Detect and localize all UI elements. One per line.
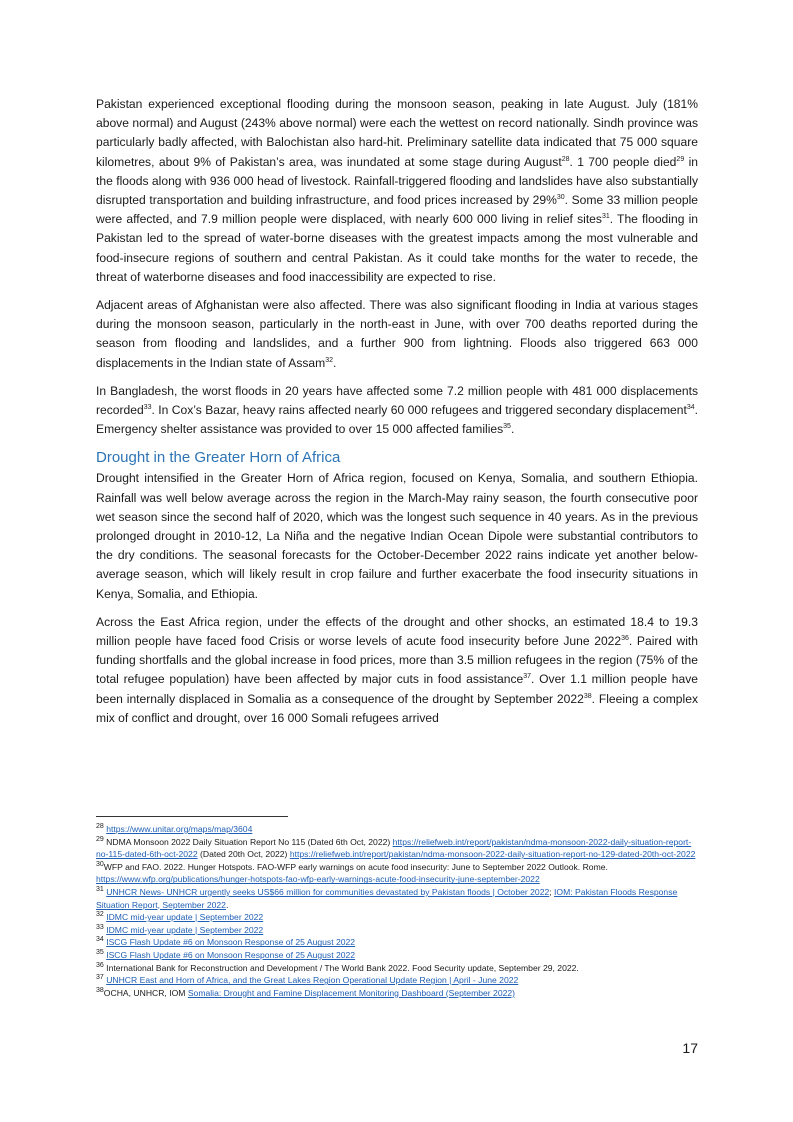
- footnote-link[interactable]: Somalia: Drought and Famine Displacement Monitoring Dashboard (September 2022): [187, 987, 516, 998]
- footnote-link[interactable]: IOM: Pakistan Floods Response Situation Report, September 2022: [96, 886, 678, 910]
- footnote-link[interactable]: IDMC mid-year update | September 2022: [106, 924, 264, 935]
- footnote-35: $^{35}$ ISCG Flash Update #6 on Monsoon Response of 25 August 2022: [96, 949, 356, 960]
- footnote-ref-28[interactable]: 28: [561, 155, 570, 163]
- footnote-link[interactable]: ISCG Flash Update #6 on Monsoon Response of 25 August 2022: [106, 937, 356, 948]
- page-number: 17: [682, 1040, 698, 1056]
- footnote-ref-37[interactable]: 37: [523, 673, 532, 681]
- footnote-36: $^{36}$ International Bank for Reconstruction and Development / The World Bank 2022. Food Security update, September 29, 2022.: [96, 961, 579, 973]
- footnote-31: $^{31}$ UNHCR News- UNHCR urgently seeks US$66 million for communities devastated by Pakistan floods | October 2022; IOM: Pakistan Floods Response Situation Report, September 2022.: [96, 886, 678, 910]
- footnote-ref-31[interactable]: 31: [601, 213, 610, 221]
- footnote-link[interactable]: UNHCR News- UNHCR urgently seeks US$66 million for communities devastated by Pakistan floods | October 2022: [106, 886, 550, 897]
- footnotes: [96, 816, 698, 999]
- footnote-link[interactable]: https://www.unitar.org/maps/map/3604: [106, 824, 253, 834]
- footnote-link[interactable]: ISCG Flash Update #6 on Monsoon Response of 25 August 2022: [106, 949, 356, 960]
- drought-paragraph: Drought intensified in the Greater Horn of Africa region, focused on Kenya, Somalia, and southern Ethiopia. Rainfall was well below average across the region in the March-May rainy season, the fourth consecutive poor wet season since the second half of 2020, which was the longest such sequence in 40 years. As in the previous prolonged drought in 2010-12, La Niña and the negative Indian Ocean Dipole were substantial contributors to the dry conditions. The seasonal forecasts for the October-December 2022 rains indicate yet another below-average season, which will likely result in crop failure and further exacerbate the food insecurity situations in Kenya, Somalia, and Ethiopia.: [96, 471, 698, 601]
- footnote-ref-32[interactable]: 32: [325, 356, 334, 364]
- footnote-link[interactable]: IDMC mid-year update | September 2022: [106, 912, 264, 923]
- east-africa-paragraph: Across the East Africa region, under the effects of the drought and other shocks, an estimated 18.4 to 19.3 million people have faced food Crisis or worse levels of acute food insecurity before June 2022$^{36}$. Paired with funding shortfalls and the global increase in food prices, more than 3.5 million refugees in the region (75% of the total refugee population) have been affected by major cuts in food assistance$^{37}$. Over 1.1 million people have been internally displaced in Somalia as a consequence of the drought by September 2022$^{38}$. Fleeing a complex mix of conflict and drought, over 16 000 Somali refugees arrived: [96, 614, 698, 725]
- footnote-ref-36[interactable]: 36: [621, 635, 629, 643]
- footnote-34: $^{34}$ ISCG Flash Update #6 on Monsoon Response of 25 August 2022: [96, 936, 356, 948]
- footnote-ref-29[interactable]: 29: [676, 155, 685, 163]
- footnote-link[interactable]: UNHCR East and Horn of Africa, and the Great Lakes Region Operational Update Region | April - June 2022: [106, 975, 519, 986]
- footnote-separator: [96, 816, 288, 817]
- footnote-ref-30[interactable]: 30: [556, 193, 565, 201]
- main-content: [96, 95, 698, 737]
- footnote-link[interactable]: https://www.wfp.org/publications/hunger-hotspots-fao-wfp-early-warnings-acute-food-insecurity-june-september-2022: [96, 874, 540, 885]
- footnote-ref-34[interactable]: 34: [686, 404, 695, 412]
- footnote-ref-38[interactable]: 38: [583, 692, 592, 700]
- footnote-30: $^{30}$WFP and FAO. 2022. Hunger Hotspots. FAO-WFP early warnings on acute food insecurity: June to September 2022 Outlook. Rome. https://www.wfp.org/publications/hunger-hotspots-fao-wfp-early-warnings-acute-food-insecurity-june-september-2022: [96, 860, 608, 885]
- section-heading: Drought in the Greater Horn of Africa: [96, 449, 341, 467]
- footnote-38: $^{38}$OCHA, UNHCR, IOM Somalia: Drought and Famine Displacement Monitoring Dashboard (September 2022): [96, 986, 516, 998]
- footnote-33: $^{33}$ IDMC mid-year update | September 2022: [96, 923, 264, 935]
- pakistan-paragraph: Pakistan experienced exceptional flooding during the monsoon season, peaking in late August. July (181% above normal) and August (243% above normal) were each the wettest on record nationally. Sindh province was particularly badly affected, with Balochistan also hard-hit. Preliminary satellite data indicated that 75 000 square kilometres, about 9% of Pakistan’s area, was inundated at some stage during August$^{28}$. 1 700 people died$^{29}$ in the floods along with 936 000 head of livestock. Rainfall-triggered flooding and landslides have also substantially disrupted transportation and building infrastructure, and food prices increased by 29%$^{30}$. Some 33 million people were affected, and 7.9 million people were displaced, with nearly 600 000 living in relief sites$^{31}$. The flooding in Pakistan led to the spread of water-borne diseases with the greatest impacts among the most vulnerable and food-insecure regions of southern and central Pakistan. As it could take months for the water to recede, the threat of waterborne diseases and food inaccessibility are expected to rise.: [96, 97, 699, 284]
- footnote-link[interactable]: https://reliefweb.int/report/pakistan/ndma-monsoon-2022-daily-situation-report-no-129-dated-20th-oct-2022: [289, 849, 696, 860]
- bangladesh-paragraph: In Bangladesh, the worst floods in 20 years have affected some 7.2 million people with 481 000 displacements recorded$^{33}$. In Cox’s Bazar, heavy rains affected nearly 60 000 refugees and triggered secondary displacement$^{34}$. Emergency shelter assistance was provided to over 15 000 affected families$^{35}$.: [96, 383, 698, 437]
- footnote-ref-35[interactable]: 35: [503, 423, 511, 431]
- footnote-28: $^{28}$ https://www.unitar.org/maps/map/3604: [96, 823, 253, 834]
- footnote-29: $^{29}$ NDMA Monsoon 2022 Daily Situation Report No 115 (Dated 6th Oct, 2022) https://reliefweb.int/report/pakistan/ndma-monsoon-2022-daily-situation-report-no-115-dated-6th-oct-2022 (Dated 20th Oct, 2022) https://reliefweb.int/report/pakistan/ndma-monsoon-2022-daily-situation-report-no-129-dated-20th-oct-2022: [96, 835, 696, 860]
- footnote-link[interactable]: https://reliefweb.int/report/pakistan/ndma-monsoon-2022-daily-situation-report-no-115-dated-6th-oct-2022: [96, 836, 692, 860]
- footnote-37: $^{37}$ UNHCR East and Horn of Africa, and the Great Lakes Region Operational Update Region | April - June 2022: [96, 974, 519, 986]
- footnote-32: $^{32}$ IDMC mid-year update | September 2022: [96, 911, 264, 923]
- footnote-ref-33[interactable]: 33: [143, 404, 152, 412]
- afghanistan-india-paragraph: Adjacent areas of Afghanistan were also affected. There was also significant flooding in India at various stages during the monsoon season, particularly in the north-east in June, with over 700 deaths reported during the season from flooding and landslides, and a further 900 from lightning. Floods also triggered 663 000 displacements in the Indian state of Assam$^{32}$.: [96, 298, 698, 370]
